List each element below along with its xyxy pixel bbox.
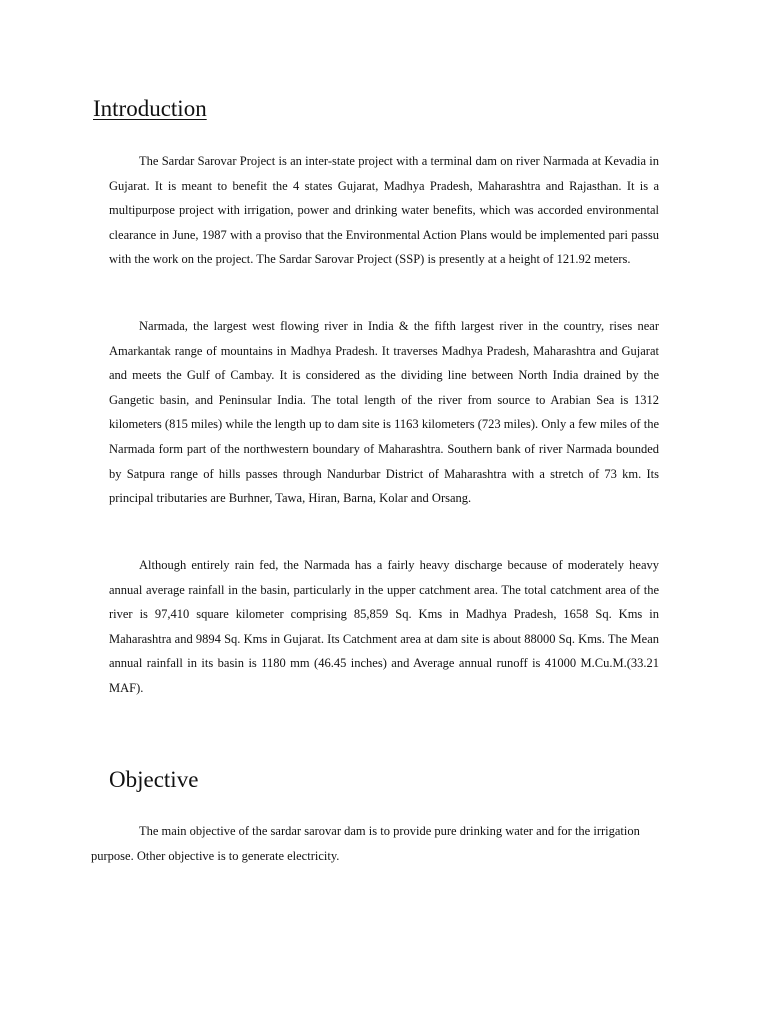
objective-paragraph-text: The main objective of the sardar sarovar dam is to provide pure drinking water and for the irrigation purpose. Other objective is to generate electricity. [91,824,640,863]
section-heading-objective: Objective [109,767,199,792]
objective-paragraph-1 [91,819,661,868]
section-heading-introduction: Introduction [93,96,207,121]
intro-paragraph-3: Although entirely rain fed, the Narmada has a fairly heavy discharge because of moderately heavy annual average rainfall in the basin, particularly in the upper catchment area. The total catchment area of the river is 97,410 square kilometer comprising 85,859 Sq. Kms in Madhya Pradesh, 1658 Sq. Kms in Maharashtra and 9894 Sq. Kms in Gujarat. Its Catchment area at dam site is about 88000 Sq. Kms. The Mean annual rainfall in its basin is 1180 mm (46.45 inches) and Average annual runoff is 41000 M.Cu.M.(33.21 MAF). [109,558,659,695]
intro-paragraph-2: Narmada, the largest west flowing river in India & the fifth largest river in the country, rises near Amarkantak range of mountains in Madhya Pradesh. It traverses Madhya Pradesh, Maharashtra and Gujarat and meets the Gulf of Cambay. It is considered as the dividing line between North India drained by the Gangetic basin, and Peninsular India. The total length of the river from source to Arabian Sea is 1312 kilometers (815 miles) while the length up to dam site is 1163 kilometers (723 miles). Only a few miles of the Narmada form part of the northwestern boundary of Maharashtra. Southern bank of river Narmada bounded by Satpura range of hills passes through Nandurbar District of Maharashtra with a stretch of 73 km. Its principal tributaries are Burhner, Tawa, Hiran, Barna, Kolar and Orsang. [109,319,659,506]
intro-paragraph-1: The Sardar Sarovar Project is an inter-state project with a terminal dam on river Narmada at Kevadia in Gujarat. It is meant to benefit the 4 states Gujarat, Madhya Pradesh, Maharashtra and Rajasthan. It is a multipurpose project with irrigation, power and drinking water benefits, which was accorded environmental clearance in June, 1987 with a proviso that the Environmental Action Plans would be implemented pari passu with the work on the project. The Sardar Sarovar Project (SSP) is presently at a height of 121.92 meters. [109,154,659,267]
